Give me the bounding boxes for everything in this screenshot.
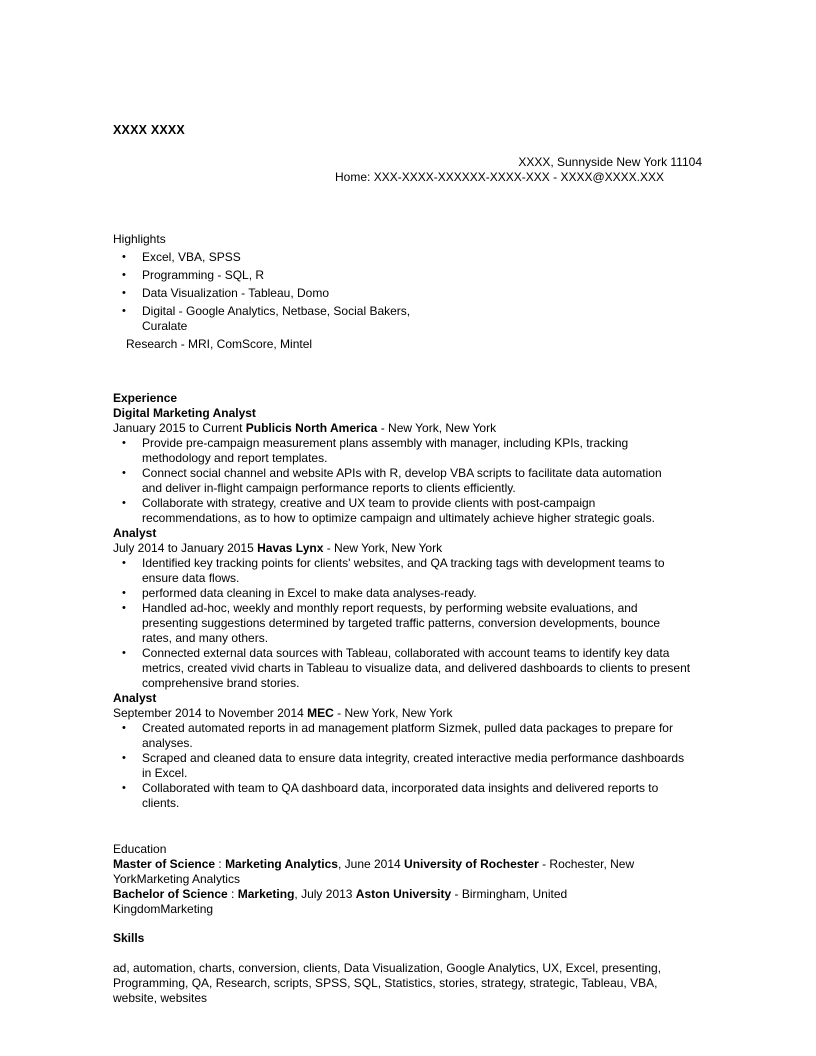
education-title: Education — [113, 842, 167, 856]
list-item: • Excel, VBA, SPSS — [122, 250, 241, 264]
list-item: • Scraped and cleaned data to ensure data integrity, created interactive media performance dashboards in Excel. — [122, 751, 685, 780]
bullet-icon: • — [122, 782, 126, 794]
education-entry: Bachelor of Science : Marketing, July 2013 Aston University - Birmingham, United KingdomMarketing — [113, 887, 568, 916]
job-company: MEC — [307, 706, 334, 720]
bullet-icon: • — [122, 251, 126, 263]
job-location: - New York, New York — [377, 421, 497, 435]
job-dates: September 2014 to November 2014 — [113, 706, 304, 720]
degree-field: Marketing Analytics — [225, 857, 338, 871]
bullet-icon: • — [122, 437, 126, 449]
job-role: Analyst — [113, 526, 157, 540]
bullet-icon: • — [122, 467, 126, 479]
school: University of Rochester — [404, 857, 539, 871]
job-location: - New York, New York — [333, 706, 453, 720]
contact-phone-1: XXX-XXXX-XXX — [373, 170, 462, 184]
job-entry — [113, 691, 703, 811]
skills-title: Skills — [113, 931, 145, 945]
education-entry: Master of Science : Marketing Analytics, June 2014 University of Rochester - Rochester, New YorkMarketing Analytics — [113, 857, 635, 886]
highlights-list — [113, 250, 453, 334]
job-dates: January 2015 to Current — [113, 421, 243, 435]
degree-field: Marketing — [237, 887, 295, 901]
skills-text: ad, automation, charts, conversion, clients, Data Visualization, Google Analytics, UX, Excel, presenting, Programming, QA, Research, scripts, SPSS, SQL, Statistics, stories, strategy, strategic, Tableau, VBA, website, websites — [113, 961, 662, 1005]
experience-section — [113, 391, 703, 811]
list-item: • performed data cleaning in Excel to make data analyses-ready. — [122, 586, 477, 600]
bullet-icon: • — [122, 587, 126, 599]
list-item: • Connected external data sources with Tableau, collaborated with account teams to identify key data metrics, created vivid charts in Tableau to visualize data, and delivered dashboards to clients to present comprehensive brand stories. — [122, 646, 691, 690]
address: XXXX, Sunnyside New York 11104 — [518, 155, 702, 169]
bullet-icon: • — [122, 497, 126, 509]
bullet-icon: • — [122, 647, 126, 659]
list-item: • Connect social channel and website APIs with R, develop VBA scripts to facilitate data automation and deliver in-flight campaign performance reports to clients efficiently. — [122, 466, 662, 495]
contact-separator: - — [553, 170, 558, 184]
list-item: • Handled ad-hoc, weekly and monthly report requests, by performing website evaluations, and presenting suggestions determined by targeted traffic patterns, conversion developments, bounce rates, and many others. — [122, 601, 661, 645]
bullet-icon: • — [122, 602, 126, 614]
bullet-icon: • — [122, 287, 126, 299]
school: Aston University — [355, 887, 452, 901]
contact-email: XXXX@XXXX.XXX — [560, 170, 664, 184]
job-meta — [113, 706, 703, 721]
list-item: • Data Visualization - Tableau, Domo — [122, 286, 329, 300]
job-bullets — [113, 436, 678, 526]
job-bullets — [113, 721, 693, 811]
bullet-icon: • — [122, 722, 126, 734]
job-company: Publicis North America — [245, 421, 378, 435]
list-item: • Collaborate with strategy, creative and UX team to provide clients with post-campaign recommendations, as to how to optimize campaign and ultimately achieve higher strategic goals. — [122, 496, 655, 525]
job-entry — [113, 406, 703, 526]
job-bullets — [113, 556, 693, 691]
list-item: • Provide pre-campaign measurement plans assembly with manager, including KPIs, tracking methodology and report templates. — [122, 436, 629, 465]
degree: Master of Science — [113, 857, 216, 871]
job-role: Digital Marketing Analyst — [113, 406, 256, 420]
contact-phone-2: XXX-XXXX-XXX — [461, 170, 550, 184]
job-role: Analyst — [113, 691, 157, 705]
list-item: • Digital - Google Analytics, Netbase, Social Bakers, Curalate — [122, 304, 411, 333]
list-item: • Identified key tracking points for clients' websites, and QA tracking tags with development teams to ensure data flows. — [122, 556, 665, 585]
list-item: • Created automated reports in ad management platform Sizmek, pulled data packages to prepare for analyses. — [122, 721, 673, 750]
bullet-icon: • — [122, 305, 126, 317]
bullet-icon: • — [122, 269, 126, 281]
bullet-icon: • — [122, 557, 126, 569]
highlights-title: Highlights — [113, 232, 166, 246]
degree: Bachelor of Science — [113, 887, 228, 901]
job-location: - New York, New York — [323, 541, 443, 555]
list-item: • Programming - SQL, R — [122, 268, 265, 282]
job-dates: July 2014 to January 2015 — [113, 541, 254, 555]
education-section — [113, 842, 703, 917]
list-item: • Collaborated with team to QA dashboard data, incorporated data insights and delivered reports to clients. — [122, 781, 659, 810]
contact-home-label: Home: — [335, 170, 371, 184]
job-meta — [113, 421, 703, 436]
research-line: Research - MRI, ComScore, Mintel — [126, 337, 313, 351]
job-company: Havas Lynx — [257, 541, 324, 555]
candidate-name: XXXX XXXX — [113, 123, 185, 137]
highlights-section — [113, 232, 453, 352]
job-meta — [113, 541, 703, 556]
job-entry — [113, 526, 703, 691]
contact-line — [335, 170, 664, 185]
experience-title: Experience — [113, 391, 178, 405]
bullet-icon: • — [122, 752, 126, 764]
